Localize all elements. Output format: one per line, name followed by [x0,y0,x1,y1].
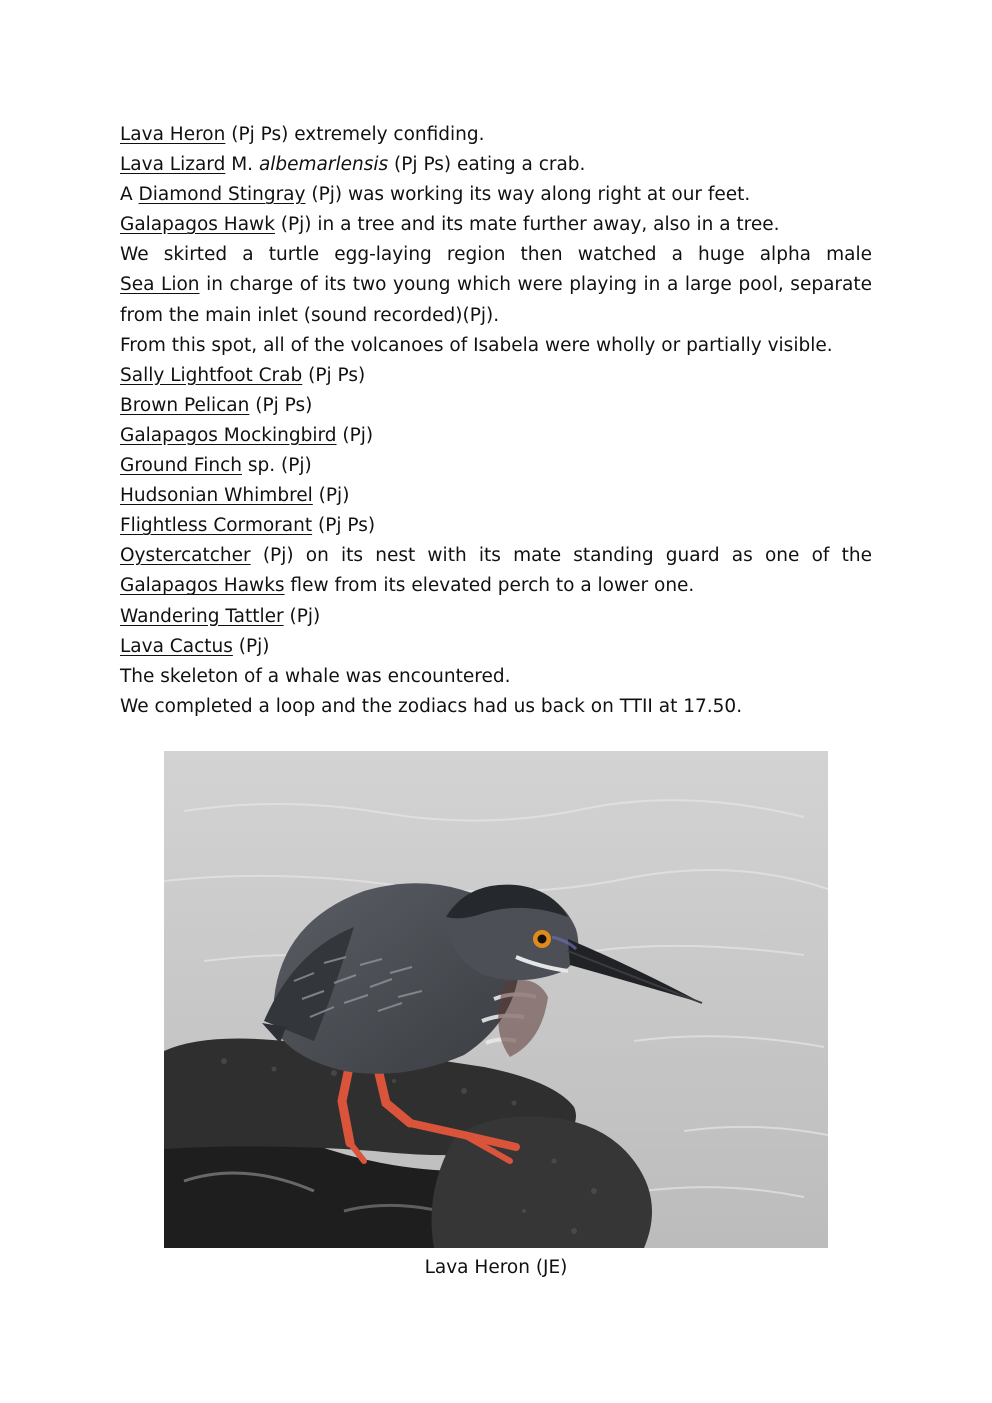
text-run: (Pj Ps) [302,364,366,386]
heron-illustration [164,751,828,1248]
text-line [120,451,872,481]
species-name: Oystercatcher [120,545,251,567]
text-line [120,511,872,541]
text-run: (Pj) [232,635,270,657]
text-line [120,361,872,391]
text-line [120,421,872,451]
text-run: (Pj) [336,424,374,446]
scientific-name: albemarlensis [258,154,389,176]
photo-caption: Lava Heron (JE) [424,1257,568,1278]
text-line [120,662,872,692]
text-run: (Pj) on its nest with its mate standing guard as one of the [250,545,872,567]
text-run: From this spot, all of the volcanoes of Isabela were wholly or partially visible. [120,334,833,356]
text-run: We skirted a turtle egg-laying region then watched a huge alpha male [120,244,872,266]
species-name: Wandering Tattler [120,605,284,627]
text-line [120,571,872,601]
text-run: We completed a loop and the zodiacs had us back on TTII at 17.50. [120,695,743,717]
species-name: Lava Heron [120,124,226,145]
text-line [120,602,872,632]
species-name: Brown Pelican [120,394,250,416]
species-name: Ground Finch [120,455,242,477]
text-line [120,120,872,150]
text-line [120,180,872,210]
text-run: (Pj) was working its way along right at our feet. [305,184,751,206]
text-run: sp. (Pj) [241,455,312,477]
text-run: The skeleton of a whale was encountered. [120,665,511,687]
species-name: Galapagos Mockingbird [120,424,337,446]
lava-heron-photo [164,751,828,1248]
text-line [120,481,872,511]
species-name: Diamond Stingray [138,184,306,206]
text-line [120,331,872,361]
text-run: (Pj) in a tree and its mate further away, also in a tree. [274,214,780,236]
text-line [120,391,872,421]
species-name: Sally Lightfoot Crab [120,364,303,386]
text-run: in charge of its two young which were playing in a large pool, separate [199,274,872,296]
species-name: Galapagos Hawks [120,575,285,597]
text-run: (Pj Ps) extremely confiding. [225,124,485,145]
text-run: (Pj Ps) eating a crab. [388,154,586,176]
text-run: (Pj Ps) [312,515,376,537]
species-name: Lava Lizard [120,154,226,176]
species-name: Flightless Cormorant [120,515,313,537]
text-line [120,270,872,300]
text-run: M. [225,154,259,176]
species-name: Hudsonian Whimbrel [120,485,313,507]
text-line [120,301,872,331]
text-line [120,240,872,270]
text-line [120,541,872,571]
text-line [120,210,872,240]
text-line [120,692,872,722]
text-run: A [120,184,139,206]
text-run: flew from its elevated perch to a lower one. [284,575,695,597]
species-name: Lava Cactus [120,635,233,657]
text-run: (Pj Ps) [249,394,313,416]
species-name: Sea Lion [120,274,200,296]
field-notes [120,120,872,722]
text-run: from the main inlet (sound recorded)(Pj). [120,304,500,326]
text-run: (Pj) [283,605,321,627]
species-name: Galapagos Hawk [120,214,275,236]
text-run: (Pj) [312,485,350,507]
text-line [120,150,872,180]
text-line [120,632,872,662]
